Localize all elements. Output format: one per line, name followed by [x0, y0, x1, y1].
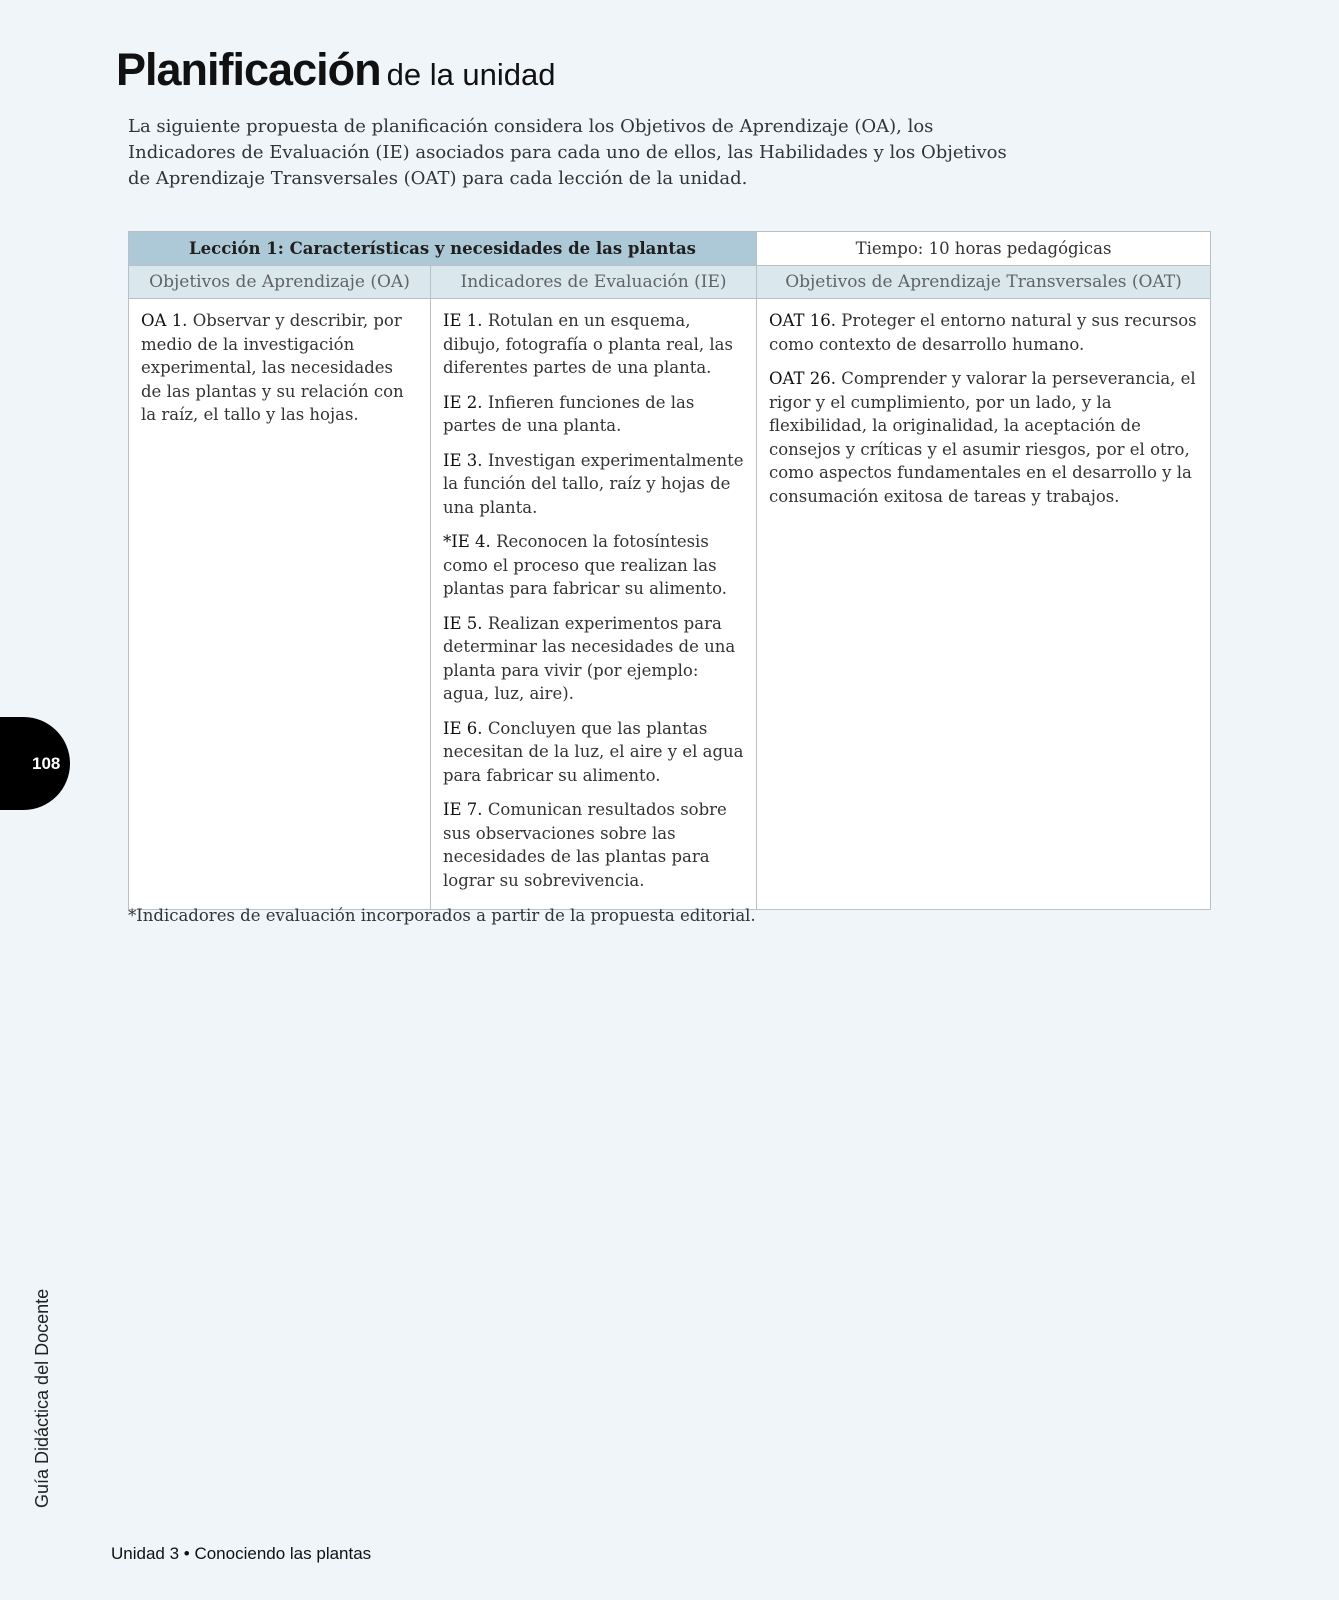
content-row — [129, 299, 1211, 910]
ie-item — [443, 391, 744, 438]
ie-code: IE 2. — [443, 392, 483, 412]
column-header-oa: Objetivos de Aprendizaje (OA) — [129, 266, 431, 299]
ie-item — [443, 612, 744, 706]
oa-item — [141, 309, 418, 427]
ie-code: IE 5. — [443, 613, 483, 633]
page-title-sub: de la unidad — [386, 57, 556, 92]
ie-text: Rotulan en un esquema, dibujo, fotografía o planta real, las diferentes partes de una planta. — [443, 311, 733, 377]
ie-code: IE 7. — [443, 800, 483, 819]
intro-paragraph: La siguiente propuesta de planificación considera los Objetivos de Aprendizaje (OA), los Indicadores de Evaluación (IE) asociados para cada uno de ellos, las Habilidades y los Objetivos de Aprendizaje Transversales (OAT) para cada lección de la unidad. — [128, 116, 1007, 189]
ie-item — [443, 449, 744, 520]
oa-cell — [129, 299, 431, 910]
ie-text: Realizan experimentos para determinar las necesidades de una planta para vivir (por ejemplo: agua, luz, aire). — [443, 613, 736, 703]
ie-text: Comunican resultados sobre sus observaciones sobre las necesidades de las plantas para lograr su sobrevivencia. — [443, 800, 727, 890]
oat-cell — [757, 299, 1211, 910]
ie-code: IE 1. — [443, 311, 483, 330]
oat-text: Proteger el entorno natural y sus recursos como contexto de desarrollo humano. — [769, 311, 1197, 354]
side-label: Guía Didáctica del Docente — [32, 1288, 52, 1508]
footer-unit-label: Unidad 3 • Conociendo las plantas — [111, 1544, 372, 1563]
column-header-oat: Objetivos de Aprendizaje Transversales (OAT) — [757, 266, 1211, 299]
ie-text: Reconocen la fotosíntesis como el proceso que realizan las plantas para fabricar su alimento. — [443, 532, 728, 598]
oa-code: OA 1. — [141, 311, 188, 330]
oat-item — [769, 367, 1198, 508]
column-headers-row — [129, 266, 1211, 299]
ie-item — [443, 309, 744, 380]
ie-item — [443, 530, 744, 601]
ie-item — [443, 717, 744, 788]
ie-text: Infieren funciones de las partes de una planta. — [443, 392, 695, 435]
footnote: *Indicadores de evaluación incorporados a partir de la propuesta editorial. — [128, 906, 756, 925]
oat-code: OAT 16. — [769, 311, 837, 330]
ie-text: Concluyen que las plantas necesitan de la luz, el aire y el agua para fabricar su alimento. — [443, 718, 744, 785]
page-number: 108 — [32, 754, 61, 773]
ie-code: *IE 4. — [443, 532, 491, 551]
oat-text: Comprender y valorar la perseverancia, el rigor y el cumplimiento, por un lado, y la flexibilidad, la originalidad, la aceptación de consejos y críticas y el asumir riesgos, por el otro, como aspectos fundamentales en el desarrollo y la consumación exitosa de tareas y trabajos. — [769, 369, 1196, 506]
oa-text: Observar y describir, por medio de la investigación experimental, las necesidades de las plantas y su relación con la raíz, el tallo y las hojas. — [141, 311, 404, 424]
page-title — [116, 44, 556, 96]
ie-text: Investigan experimentalmente la función del tallo, raíz y hojas de una planta. — [443, 450, 744, 517]
column-header-ie: Indicadores de Evaluación (IE) — [431, 266, 757, 299]
ie-code: IE 6. — [443, 718, 483, 738]
lesson-time: Tiempo: 10 horas pedagógicas — [757, 232, 1211, 266]
page-title-main: Planificación — [116, 44, 381, 95]
oat-code: OAT 26. — [769, 369, 837, 388]
ie-cell — [431, 299, 757, 910]
planning-table — [128, 231, 1211, 910]
ie-code: IE 3. — [443, 450, 483, 470]
oat-item — [769, 309, 1198, 356]
lesson-row — [129, 232, 1211, 266]
ie-item — [443, 798, 744, 892]
lesson-title: Lección 1: Características y necesidades de las plantas — [129, 232, 757, 266]
page-number-tab — [0, 717, 70, 810]
